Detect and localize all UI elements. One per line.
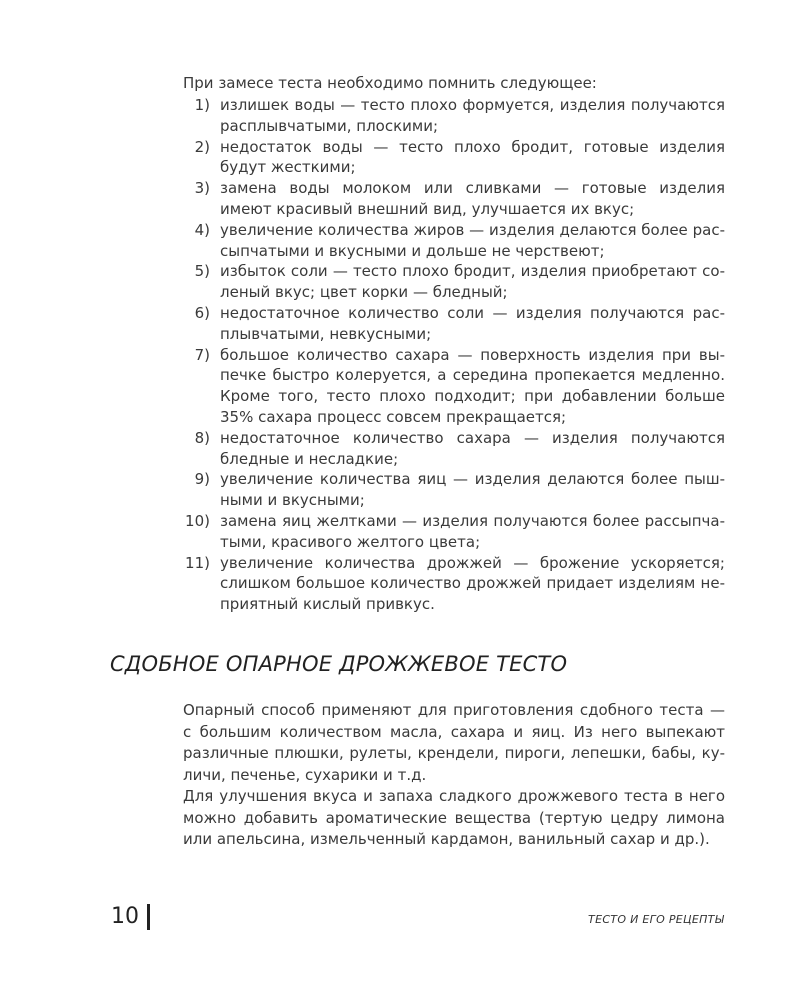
list-number: 8) (194, 428, 210, 447)
list-item (183, 469, 725, 511)
paragraph: Опарный способ применяют для приготовления сдобного теста — с большим количеством масла, сахара и яиц. Из него выпекают различные плюшки, рулеты, крендели, пироги, лепешки, бабы, куличи, печенье, сухарики и т.д. (183, 701, 725, 784)
list-text: увеличение количества яиц — изделия делаются более пышными и вкусными; (220, 470, 725, 510)
list-number: 7) (194, 345, 210, 364)
list-item (183, 303, 725, 345)
list-item (183, 428, 725, 470)
list-number: 6) (194, 303, 210, 322)
list-number: 2) (194, 137, 210, 156)
list-item (183, 137, 725, 179)
page-number-divider (147, 904, 150, 930)
list-item (183, 345, 725, 428)
list-item (183, 178, 725, 220)
list-item (183, 553, 725, 615)
list-number: 11) (185, 553, 210, 572)
list-text: излишек воды — тесто плохо формуется, изделия получаются расплывчатыми, плоскими; (220, 96, 725, 135)
list-number: 3) (194, 179, 210, 198)
list-text: замена воды молоком или сливками — готовые изделия имеют красивый внешний вид, улучшается их вкус; (220, 179, 725, 218)
list-number: 1) (194, 96, 210, 114)
list-text: замена яиц желтками — изделия получаются более рассыпчатыми, красивого желтого цвета; (220, 511, 725, 551)
list-item (183, 511, 725, 553)
list-text: избыток соли — тесто плохо бродит, изделия приобретают соленый вкус; цвет корки — бледный; (220, 262, 725, 302)
list-text: увеличение количества дрожжей — брожение ускоряется; слишком большое количество дрожжей придает изделиям неприятный кислый привкус. (220, 553, 725, 614)
paragraph: Для улучшения вкуса и запаха сладкого дрожжевого теста в него можно добавить ароматические вещества (тертую цедру лимона или апельсина, измельченный кардамон, ванильный сахар и др.). (183, 787, 725, 848)
list-text: недостаточное количество сахара — изделия получаются бледные и несладкие; (220, 428, 725, 468)
section-body (183, 700, 725, 851)
list-text: недостаточное количество соли — изделия получаются расплывчатыми, невкусными; (220, 303, 725, 343)
list-text: увеличение количества жиров — изделия делаются более рассыпчатыми и вкусными и дольше не черствеют; (220, 220, 725, 260)
intro-text: При замесе теста необходимо помнить следующее: (183, 74, 597, 92)
running-title: ТЕСТО И ЕГО РЕЦЕПТЫ (588, 913, 724, 926)
page-number: 10 (111, 904, 139, 929)
section-title: СДОБНОЕ ОПАРНОЕ ДРОЖЖЕВОЕ ТЕСТО (110, 652, 568, 676)
list-item (183, 261, 725, 303)
list-number: 10) (185, 511, 210, 530)
list-number: 5) (194, 262, 210, 281)
list-text: недостаток воды — тесто плохо бродит, готовые изделия будут жесткими; (220, 137, 725, 177)
list-item (183, 95, 725, 137)
list-number: 9) (194, 470, 210, 489)
list-text: большое количество сахара — поверхность изделия при выпечке быстро колеруется, а середина пропекается медленно. Кроме того, тесто плохо подходит; при добавлении больше 35% сахара процесс совсем прекращается; (220, 345, 725, 426)
dough-rules-list (183, 95, 725, 615)
list-number: 4) (194, 220, 210, 239)
list-item (183, 220, 725, 262)
